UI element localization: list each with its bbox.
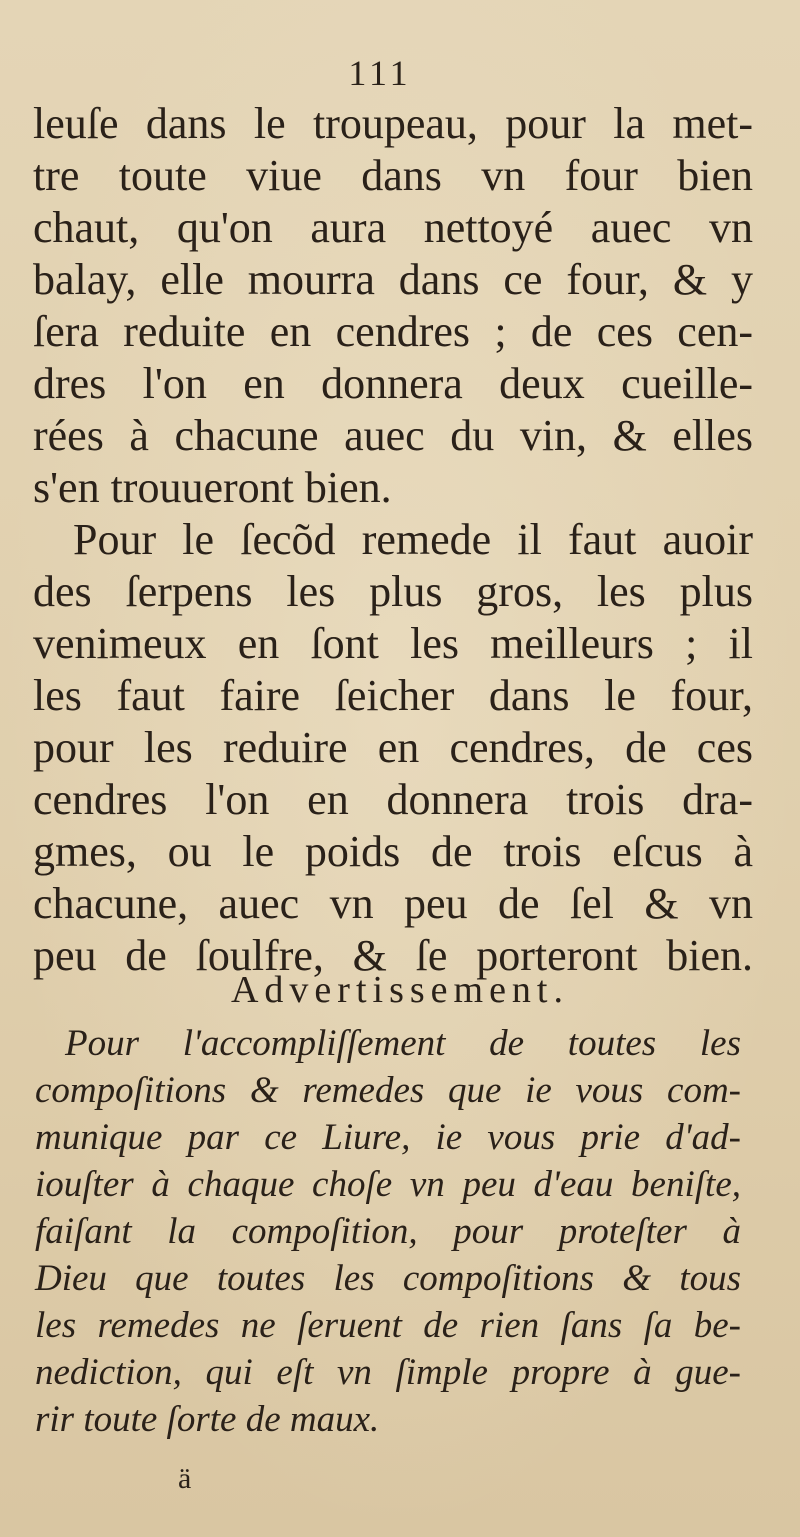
text-line: pour les reduire en cendres, de ces: [33, 723, 753, 772]
italic-line: les remedes ne ſeruent de rien ſans ſa be-: [35, 1305, 741, 1346]
text-line: des ſerpens les plus gros, les plus: [33, 567, 753, 616]
text-line: gmes, ou le poids de trois eſcus à: [33, 827, 753, 876]
text-line: chacune, auec vn peu de ſel & vn: [33, 879, 753, 928]
page-number: 111: [348, 53, 412, 93]
italic-line: nediction, qui eſt vn ſimple propre à gue-: [35, 1352, 741, 1393]
text-line: dres l'on en donnera deux cueille-: [33, 359, 753, 408]
italic-line: iouſter à chaque choſe vn peu d'eau beniſte,: [35, 1164, 741, 1205]
text-line: peu de ſoulfre, & ſe porteront bien.: [33, 931, 753, 980]
text-line: cendres l'on en donnera trois dra-: [33, 775, 753, 824]
body-paragraphs: [33, 98, 753, 982]
text-line: leuſe dans le troupeau, pour la met-: [33, 99, 753, 148]
italic-paragraph: [35, 1020, 741, 1443]
text-line: Pour le ſecõd remede il faut auoir: [73, 515, 753, 564]
italic-line: munique par ce Liure, ie vous prie d'ad-: [35, 1117, 741, 1158]
italic-line: rir toute ſorte de maux.: [35, 1399, 380, 1440]
italic-line: Pour l'accompliſſement de toutes les: [65, 1023, 741, 1064]
text-line: rées à chacune auec du vin, & elles: [33, 411, 753, 460]
text-line: ſera reduite en cendres ; de ces cen-: [33, 307, 753, 356]
signature-mark: ä: [178, 1462, 192, 1495]
text-line: les faut faire ſeicher dans le four,: [33, 671, 753, 720]
text-line: balay, elle mourra dans ce four, & y: [33, 255, 753, 304]
italic-line: Dieu que toutes les compoſitions & tous: [35, 1258, 741, 1299]
text-line: chaut, qu'on aura nettoyé auec vn: [33, 203, 753, 252]
italic-line: compoſitions & remedes que ie vous com-: [35, 1070, 741, 1111]
italic-line: faiſant la compoſition, pour proteſter à: [35, 1211, 741, 1252]
section-heading: Advertissement.: [230, 969, 569, 1011]
text-line: venimeux en ſont les meilleurs ; il: [33, 619, 753, 668]
text-line: tre toute viue dans vn four bien: [33, 151, 753, 200]
text-line: s'en trouueront bien.: [33, 463, 392, 512]
